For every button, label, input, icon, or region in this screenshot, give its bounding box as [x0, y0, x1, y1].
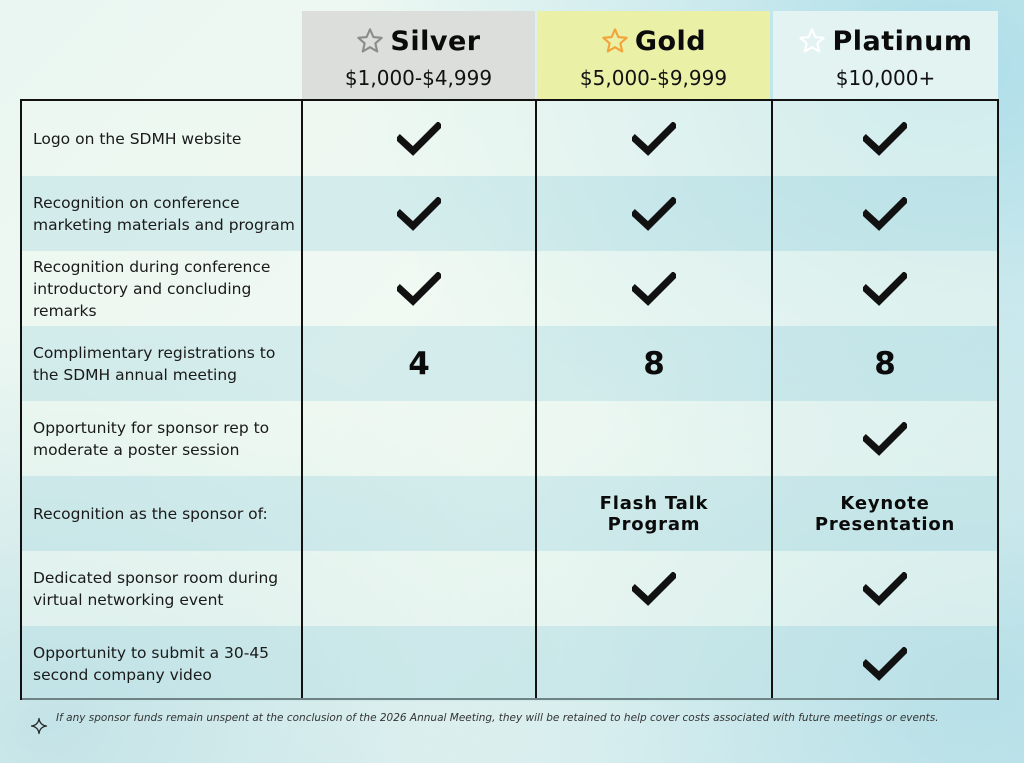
sponsored-item: Flash Talk Program	[599, 492, 709, 535]
checkmark-icon	[632, 272, 676, 306]
value-cell-platinum	[773, 626, 997, 701]
tier-header-platinum	[773, 11, 998, 99]
value-cell-gold	[537, 101, 771, 176]
value-cell-silver	[303, 476, 535, 551]
tier-header-silver	[302, 11, 535, 99]
table-row	[22, 626, 997, 701]
star-outline-icon	[798, 27, 826, 55]
star-outline-icon	[356, 27, 384, 55]
value-cell-gold	[537, 626, 771, 701]
tier-name: Silver	[390, 25, 481, 57]
value-cell-silver	[303, 401, 535, 476]
registration-count: 8	[874, 345, 896, 382]
column-divider	[301, 101, 303, 698]
tier-name-row	[537, 24, 770, 58]
table-row	[22, 476, 997, 551]
value-cell-gold	[537, 326, 771, 401]
benefits-table	[20, 99, 999, 700]
benefit-label: Recognition as the sponsor of:	[33, 504, 268, 523]
value-cell-silver	[303, 626, 535, 701]
benefit-label: Dedicated sponsor room during virtual networking event	[33, 568, 279, 609]
value-cell-gold	[537, 476, 771, 551]
registration-count: 8	[643, 345, 665, 382]
table-row	[22, 401, 997, 476]
tier-price: $1,000-$4,999	[344, 66, 493, 90]
value-cell-platinum	[773, 401, 997, 476]
table-row	[22, 326, 997, 401]
tier-price: $5,000-$9,999	[579, 66, 728, 90]
checkmark-icon	[863, 272, 907, 306]
benefit-label: Logo on the SDMH website	[33, 129, 242, 148]
value-cell-gold	[537, 251, 771, 326]
table-row	[22, 551, 997, 626]
tier-name: Gold	[634, 25, 707, 57]
value-cell-silver	[303, 326, 535, 401]
value-cell-gold	[537, 401, 771, 476]
checkmark-icon	[863, 422, 907, 456]
checkmark-icon	[397, 197, 441, 231]
value-cell-platinum	[773, 551, 997, 626]
value-cell-silver	[303, 101, 535, 176]
checkmark-icon	[863, 572, 907, 606]
checkmark-icon	[397, 272, 441, 306]
value-cell-platinum	[773, 251, 997, 326]
checkmark-icon	[632, 197, 676, 231]
benefit-label: Complimentary registrations to the SDMH annual meeting	[33, 343, 276, 384]
table-row	[22, 176, 997, 251]
value-cell-platinum	[773, 101, 997, 176]
value-cell-gold	[537, 176, 771, 251]
tier-header-gold	[537, 11, 770, 99]
tier-name-row	[773, 24, 998, 58]
benefit-label: Recognition during conference introductory and concluding remarks	[33, 257, 271, 320]
table-row	[22, 251, 997, 326]
benefit-label: Opportunity for sponsor rep to moderate a poster session	[33, 418, 270, 459]
column-divider	[771, 101, 773, 698]
checkmark-icon	[632, 572, 676, 606]
checkmark-icon	[863, 197, 907, 231]
sparkle-icon	[30, 717, 48, 735]
tier-price: $10,000+	[835, 66, 936, 90]
star-outline-icon	[601, 27, 629, 55]
table-row	[22, 101, 997, 176]
value-cell-platinum	[773, 476, 997, 551]
benefit-label: Recognition on conference marketing materials and program	[33, 193, 295, 234]
registration-count: 4	[408, 345, 430, 382]
footnote	[30, 711, 990, 735]
value-cell-gold	[537, 551, 771, 626]
value-cell-silver	[303, 551, 535, 626]
value-cell-silver	[303, 251, 535, 326]
value-cell-platinum	[773, 176, 997, 251]
checkmark-icon	[397, 122, 441, 156]
footnote-text: If any sponsor funds remain unspent at the conclusion of the 2026 Annual Meeting, they will be retained to help cover costs associated with future meetings or events.	[56, 712, 939, 724]
checkmark-icon	[863, 122, 907, 156]
tier-name: Platinum	[832, 25, 973, 57]
column-divider	[535, 101, 537, 698]
sponsored-item: Keynote Presentation	[814, 492, 956, 535]
benefit-label: Opportunity to submit a 30-45 second company video	[33, 643, 270, 684]
value-cell-platinum	[773, 326, 997, 401]
value-cell-silver	[303, 176, 535, 251]
tier-name-row	[302, 24, 535, 58]
checkmark-icon	[863, 647, 907, 681]
checkmark-icon	[632, 122, 676, 156]
